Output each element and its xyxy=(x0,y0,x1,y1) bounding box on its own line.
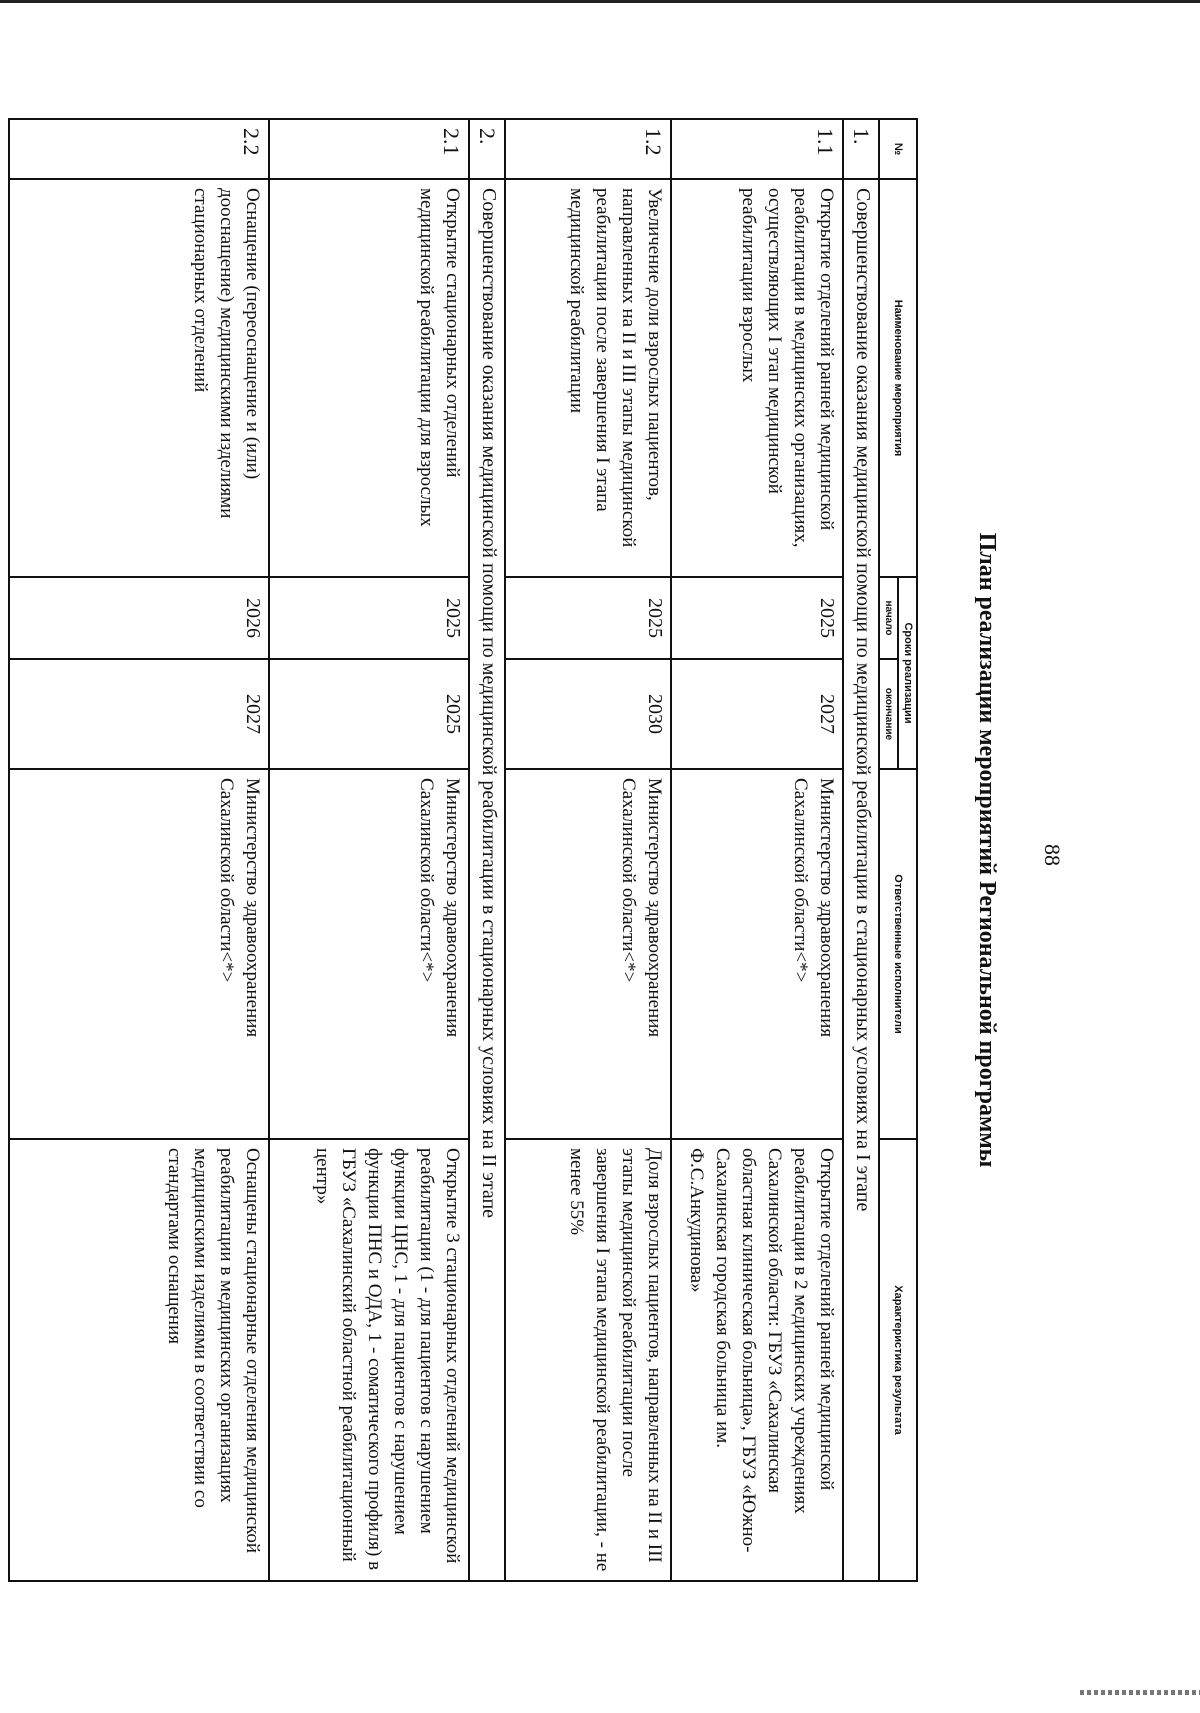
header-result: Характеристика результата xyxy=(879,1139,917,1581)
section-title: Совершенствование оказания медицинской помощи по медицинской реабилитации в стационарных условиях на II этапе xyxy=(469,179,505,1581)
header-end: окончание xyxy=(879,659,898,769)
table-header-row xyxy=(898,119,917,1581)
row-number: 2.2 xyxy=(9,119,269,179)
header-start: начало xyxy=(879,577,898,659)
row-number: 1.2 xyxy=(505,119,671,179)
row-end: 2030 xyxy=(505,659,671,769)
row-number: 2.1 xyxy=(269,119,469,179)
row-end: 2027 xyxy=(671,659,843,769)
document-title: План реализации мероприятий Региональной программы xyxy=(974,532,1000,1168)
header-name: Наименование мероприятия xyxy=(879,179,917,577)
row-start: 2025 xyxy=(269,577,469,659)
row-name: Увеличение доли взрослых пациентов, направленных на II и III этапы медицинской реабилитации после завершения I этапа медицинской реабилитации xyxy=(505,179,671,577)
section-row xyxy=(843,119,879,1581)
header-dates: Сроки реализации xyxy=(898,577,917,769)
row-result: Открытие отделений ранней медицинской реабилитации в 2 медицинских учреждениях Сахалинской области: ГБУЗ «Сахалинская областная клиническая больница», ГБУЗ «Южно-Сахалинская городская больница им. Ф.С.Анкудинова» xyxy=(671,1139,843,1581)
table-row xyxy=(671,119,843,1581)
row-result: Открытие 3 стационарных отделений медицинской реабилитации (1 - для пациентов с нарушением функции ЦНС, 1 - для пациентов с нарушением функции ПНС и ОДА, 1 - соматического профиля) в ГБУЗ «Сахалинский областной реабилитационный центр» xyxy=(269,1139,469,1581)
plan-table xyxy=(8,118,918,1582)
row-name: Оснащение (переоснащение и (или) дооснащение) медицинскими изделиями стационарных отделений xyxy=(9,179,269,577)
row-number: 1.1 xyxy=(671,119,843,179)
section-title: Совершенствование оказания медицинской помощи по медицинской реабилитации в стационарных условиях на I этапе xyxy=(843,179,879,1581)
row-start: 2025 xyxy=(505,577,671,659)
row-start: 2025 xyxy=(671,577,843,659)
table-row xyxy=(9,119,269,1581)
section-row xyxy=(469,119,505,1581)
table-row xyxy=(505,119,671,1581)
table-row xyxy=(269,119,469,1581)
row-responsible: Министерство здравоохранения Сахалинской области<*> xyxy=(269,769,469,1139)
row-name: Открытие отделений ранней медицинской реабилитации в медицинских организациях, осуществляющих I этап медицинской реабилитации взрослых xyxy=(671,179,843,577)
section-number: 1. xyxy=(843,119,879,179)
row-result: Доля взрослых пациентов, направленных на II и III этапы медицинской реабилитации после завершения I этапа медицинской реабилитации, - не менее 55% xyxy=(505,1139,671,1581)
page-number: 88 xyxy=(1040,844,1065,866)
row-end: 2027 xyxy=(9,659,269,769)
header-num: № xyxy=(879,119,917,179)
row-name: Открытие стационарных отделений медицинской реабилитации для взрослых xyxy=(269,179,469,577)
row-result: Оснащены стационарные отделения медицинской реабилитации в медицинских организациях медицинскими изделиями в соответствии со стандартами оснащения xyxy=(9,1139,269,1581)
row-responsible: Министерство здравоохранения Сахалинской области<*> xyxy=(505,769,671,1139)
row-end: 2025 xyxy=(269,659,469,769)
row-responsible: Министерство здравоохранения Сахалинской области<*> xyxy=(9,769,269,1139)
row-responsible: Министерство здравоохранения Сахалинской области<*> xyxy=(671,769,843,1139)
section-number: 2. xyxy=(469,119,505,179)
header-responsible: Ответственные исполнители xyxy=(879,769,917,1139)
row-start: 2026 xyxy=(9,577,269,659)
